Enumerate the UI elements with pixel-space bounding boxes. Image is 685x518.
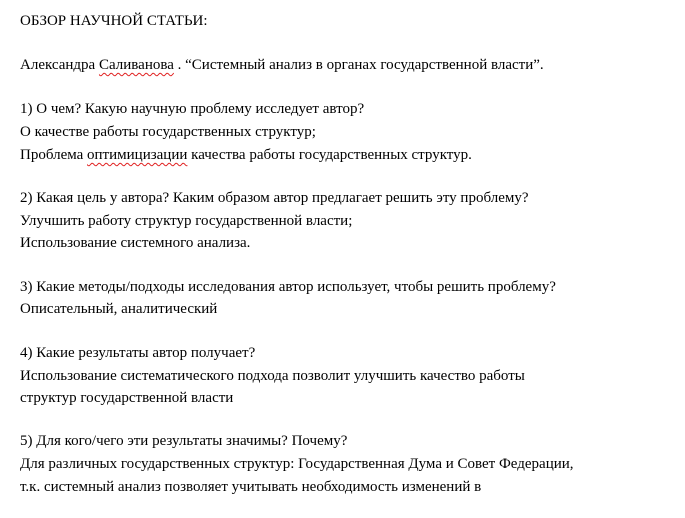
q4-answer-line1: Использование систематического подхода позволит улучшить качество работы (20, 368, 525, 384)
q1-answer-line2 (20, 146, 472, 164)
q4-question: 4) Какие результаты автор получает? (20, 345, 256, 361)
q1-misspelled-word[interactable]: оптимицизации (87, 147, 188, 163)
document-heading: ОБЗОР НАУЧНОЙ СТАТЬИ: (20, 13, 208, 29)
q4-answer-line2: структур государственной власти (20, 390, 234, 406)
q1-question: 1) О чем? Какую научную проблему исследует автор? (20, 101, 365, 117)
citation-author-last[interactable]: Саливанова (98, 57, 174, 73)
q2-answer-line2: Использование системного анализа. (20, 235, 251, 251)
citation-line (20, 56, 544, 74)
q3-question: 3) Какие методы/подходы исследования автор использует, чтобы решить проблему? (20, 279, 556, 295)
q1-answer-line1: О качестве работы государственных структур; (20, 124, 316, 140)
q2-answer-line1: Улучшить работу структур государственной власти; (20, 213, 353, 229)
q2-question: 2) Какая цель у автора? Каким образом автор предлагает решить эту проблему? (20, 190, 529, 206)
q5-answer-line1: Для различных государственных структур: Государственная Дума и Совет Федерации, (20, 456, 574, 472)
q5-answer-line2: т.к. системный анализ позволяет учитывать необходимость изменений в (20, 479, 482, 495)
q1-answer-line2-after: качества работы государственных структур. (187, 147, 472, 163)
q5-question: 5) Для кого/чего эти результаты значимы? Почему? (20, 433, 348, 449)
q1-answer-line2-before: Проблема (20, 147, 88, 163)
citation-author-first: Александра (20, 57, 96, 73)
citation-title: . “Системный анализ в органах государственной власти”. (173, 57, 544, 73)
q3-answer-line1: Описательный, аналитический (20, 301, 218, 317)
